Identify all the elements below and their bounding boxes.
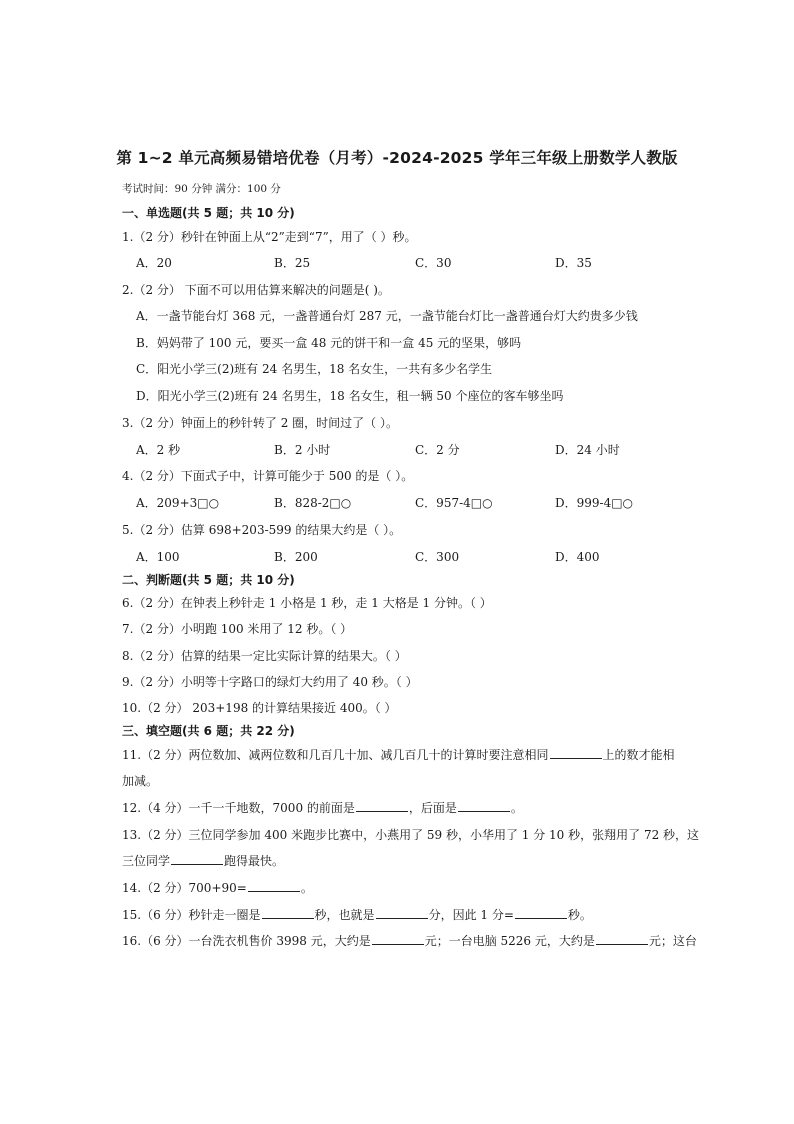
option-c[interactable]: C．阳光小学三(2)班有 24 名男生，18 名女生，一共有多少名学生	[136, 362, 493, 376]
question-10: 10.（2 分） 203+198 的计算结果接近 400。（ ）	[122, 701, 397, 715]
question-13: 13.（2 分）三位同学参加 400 米跑步比赛中，小燕用了 59 秒，小华用了 1 分 10 秒，张翔用了 72 秒，这	[122, 828, 700, 842]
answer-blank[interactable]	[372, 932, 424, 945]
question-3: 3.（2 分）钟面上的秒针转了 2 圈，时间过了（ ）。	[122, 416, 398, 430]
question-13-line-2	[122, 852, 284, 869]
question-2: 2.（2 分） 下面不可以用估算来解决的问题是( )。	[122, 283, 390, 297]
option-d[interactable]: D．400	[555, 550, 600, 564]
option-d[interactable]: D．35	[555, 256, 592, 270]
question-11-text: 11.（2 分）两位数加、减两位数和几百几十加、减几百几十的计算时要注意相同	[122, 748, 549, 762]
question-15-text-cont2: 分，因此 1 分=	[428, 908, 514, 922]
exam-meta: 考试时间：90 分钟 满分：100 分	[122, 183, 281, 195]
option-a[interactable]: A．2 秒	[136, 443, 181, 457]
option-b[interactable]: B．828-2□○	[274, 496, 352, 510]
option-d[interactable]: D．24 小时	[555, 443, 620, 457]
option-c[interactable]: C．2 分	[415, 443, 460, 457]
question-14	[122, 879, 313, 896]
question-11-line-2: 加减。	[122, 774, 159, 788]
page-title: 第 1~2 单元高频易错培优卷（月考）-2024-2025 学年三年级上册数学人教版	[116, 149, 678, 167]
option-b[interactable]: B．200	[274, 550, 318, 564]
question-13-text-end: 跑得最快。	[224, 854, 285, 868]
question-15	[122, 906, 592, 923]
option-c[interactable]: C．957-4□○	[415, 496, 493, 510]
question-13-text: 三位同学	[122, 854, 171, 868]
option-b[interactable]: B．2 小时	[274, 443, 331, 457]
answer-blank[interactable]	[458, 799, 510, 812]
question-14-text-end: 。	[300, 881, 313, 895]
question-15-text-cont: 秒，也就是	[314, 908, 375, 922]
question-8: 8.（2 分）估算的结果一定比实际计算的结果大。（ ）	[122, 649, 407, 663]
question-1: 1.（2 分）秒针在钟面上从“2”走到“7”，用了（ ）秒。	[122, 230, 417, 244]
question-7: 7.（2 分）小明跑 100 米用了 12 秒。（ ）	[122, 622, 353, 636]
option-b[interactable]: B．妈妈带了 100 元，要买一盒 48 元的饼干和一盒 45 元的坚果，够吗	[136, 336, 522, 350]
section-heading-single-choice: 一、单选题(共 5 题；共 10 分)	[122, 206, 295, 220]
question-16-text: 16.（6 分）一台洗衣机售价 3998 元，大约是	[122, 934, 371, 948]
question-5: 5.（2 分）估算 698+203-599 的结果大约是（ ）。	[122, 523, 402, 537]
answer-blank[interactable]	[262, 906, 314, 919]
question-15-text: 15.（6 分）秒针走一圈是	[122, 908, 261, 922]
question-9: 9.（2 分）小明等十字路口的绿灯大约用了 40 秒。（ ）	[122, 675, 418, 689]
answer-blank[interactable]	[356, 799, 408, 812]
question-11-text-cont: 上的数才能相	[602, 748, 675, 762]
answer-blank[interactable]	[171, 852, 223, 865]
option-d[interactable]: D．999-4□○	[555, 496, 634, 510]
answer-blank[interactable]	[596, 932, 648, 945]
question-12-text-end: 。	[510, 801, 523, 815]
section-heading-true-false: 二、判断题(共 5 题；共 10 分)	[122, 573, 295, 587]
question-16	[122, 932, 697, 949]
question-11	[122, 746, 675, 763]
option-b[interactable]: B．25	[274, 256, 311, 270]
section-heading-fill-blank: 三、填空题(共 6 题；共 22 分)	[122, 724, 295, 738]
answer-blank[interactable]	[550, 746, 602, 759]
question-12	[122, 799, 523, 816]
option-a[interactable]: A．209+3□○	[136, 496, 220, 510]
answer-blank[interactable]	[515, 906, 567, 919]
question-15-text-end: 秒。	[567, 908, 592, 922]
question-6: 6.（2 分）在钟表上秒针走 1 小格是 1 秒，走 1 大格是 1 分钟。（ ）	[122, 596, 492, 610]
question-4: 4.（2 分）下面式子中，计算可能少于 500 的是（ ）。	[122, 469, 414, 483]
option-c[interactable]: C．30	[415, 256, 452, 270]
option-d[interactable]: D．阳光小学三(2)班有 24 名男生，18 名女生，租一辆 50 个座位的客车够坐吗	[136, 389, 564, 403]
option-c[interactable]: C．300	[415, 550, 460, 564]
answer-blank[interactable]	[248, 879, 300, 892]
question-12-text-cont: ，后面是	[408, 801, 457, 815]
question-16-text-end: 元；这台	[648, 934, 697, 948]
option-a[interactable]: A．100	[136, 550, 180, 564]
option-a[interactable]: A．一盏节能台灯 368 元，一盏普通台灯 287 元，一盏节能台灯比一盏普通台灯大约贵多少钱	[136, 309, 638, 323]
question-12-text: 12.（4 分）一千一千地数，7000 的前面是	[122, 801, 355, 815]
option-a[interactable]: A．20	[136, 256, 172, 270]
answer-blank[interactable]	[376, 906, 428, 919]
question-14-text: 14.（2 分）700+90=	[122, 881, 247, 895]
question-16-text-cont: 元；一台电脑 5226 元，大约是	[424, 934, 595, 948]
